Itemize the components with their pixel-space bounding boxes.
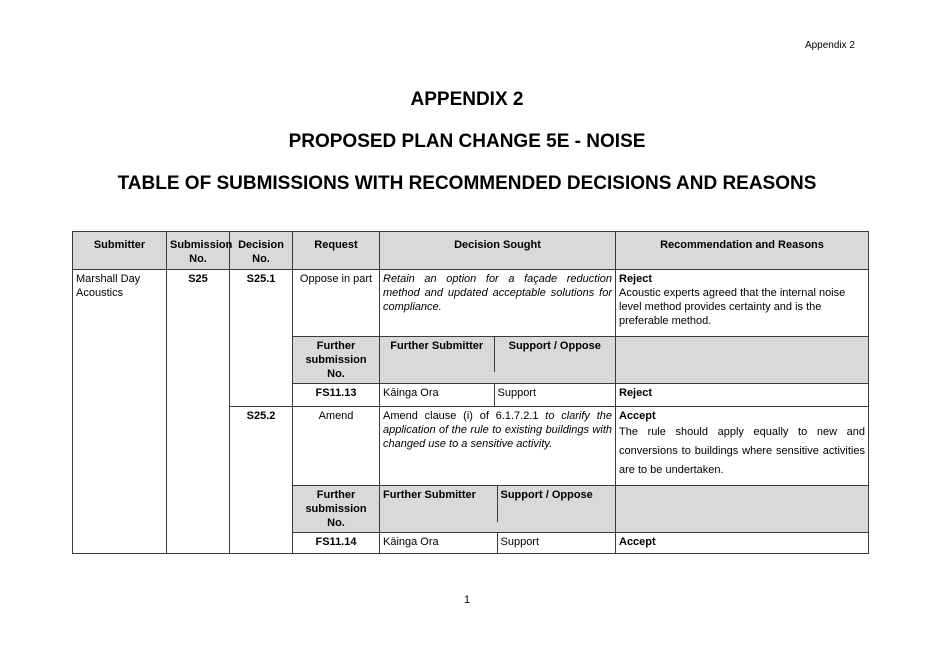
further-submitter-cell: Kāinga Ora	[380, 533, 497, 553]
col-header-decision-no: Decision No.	[230, 232, 293, 270]
further-submission-no-header: Further submission No.	[293, 337, 380, 384]
recommendation-reason: Acoustic experts agreed that the internal noise level method provides certainty and is the preferable method.	[619, 287, 846, 327]
plan-change-title: PROPOSED PLAN CHANGE 5E - NOISE	[288, 131, 646, 152]
decision-sought-italic: to clarify the application of the rule to existing buildings with changed use to a sensitive activity.	[383, 410, 612, 450]
recommendation-reason: The rule should apply equally to new and conversions to buildings where sensitive activities are to be undertaken.	[619, 426, 865, 476]
submitter-cell: Marshall Day Acoustics	[73, 270, 167, 554]
submission-no-cell: S25	[167, 270, 230, 554]
col-header-submission-no: Submission No.	[167, 232, 230, 270]
decision-sought-cell	[380, 407, 616, 486]
support-oppose-header: Support / Oppose	[508, 340, 601, 352]
col-header-submitter: Submitter	[73, 232, 167, 270]
running-header: Appendix 2	[804, 40, 855, 51]
table-title: TABLE OF SUBMISSIONS WITH RECOMMENDED DECISIONS AND REASONS	[117, 173, 817, 194]
further-recommendation-cell: Accept	[616, 533, 869, 554]
further-recommendation-cell: Reject	[616, 384, 869, 407]
submissions-table	[72, 231, 869, 554]
recommendation-cell	[616, 270, 869, 337]
further-submission-no-cell: FS11.14	[293, 533, 380, 554]
request-cell: Amend	[293, 407, 380, 486]
recommendation-label: Accept	[619, 410, 656, 422]
further-submitter-header: Further Submitter	[380, 486, 497, 522]
support-oppose-cell: Support	[497, 387, 537, 399]
recommendation-cell	[616, 407, 869, 486]
recommendation-label: Reject	[619, 273, 653, 285]
further-submitter-cell: Kāinga Ora	[380, 384, 494, 406]
table-header-row	[73, 232, 869, 270]
col-header-decision-sought: Decision Sought	[380, 232, 616, 270]
further-submitter-header: Further Submitter	[380, 337, 494, 372]
decision-no-cell: S25.1	[230, 270, 293, 407]
further-submission-no-header: Further submission No.	[293, 486, 380, 533]
further-submission-no-cell: FS11.13	[293, 384, 380, 407]
decision-no-cell: S25.2	[230, 407, 293, 554]
appendix-title: APPENDIX 2	[410, 89, 524, 110]
decision-sought-cell: Retain an option for a façade reduction method and updated acceptable solutions for compliance.	[380, 270, 616, 337]
support-oppose-cell: Support	[500, 536, 540, 548]
decision-sought-plain: Amend clause (i) of 6.1.7.2.1	[383, 410, 539, 422]
col-header-request: Request	[293, 232, 380, 270]
page-number: 1	[463, 594, 471, 606]
support-oppose-header: Support / Oppose	[500, 489, 593, 501]
request-cell: Oppose in part	[293, 270, 380, 337]
col-header-recommendation: Recommendation and Reasons	[616, 232, 869, 270]
table-row	[73, 270, 869, 337]
